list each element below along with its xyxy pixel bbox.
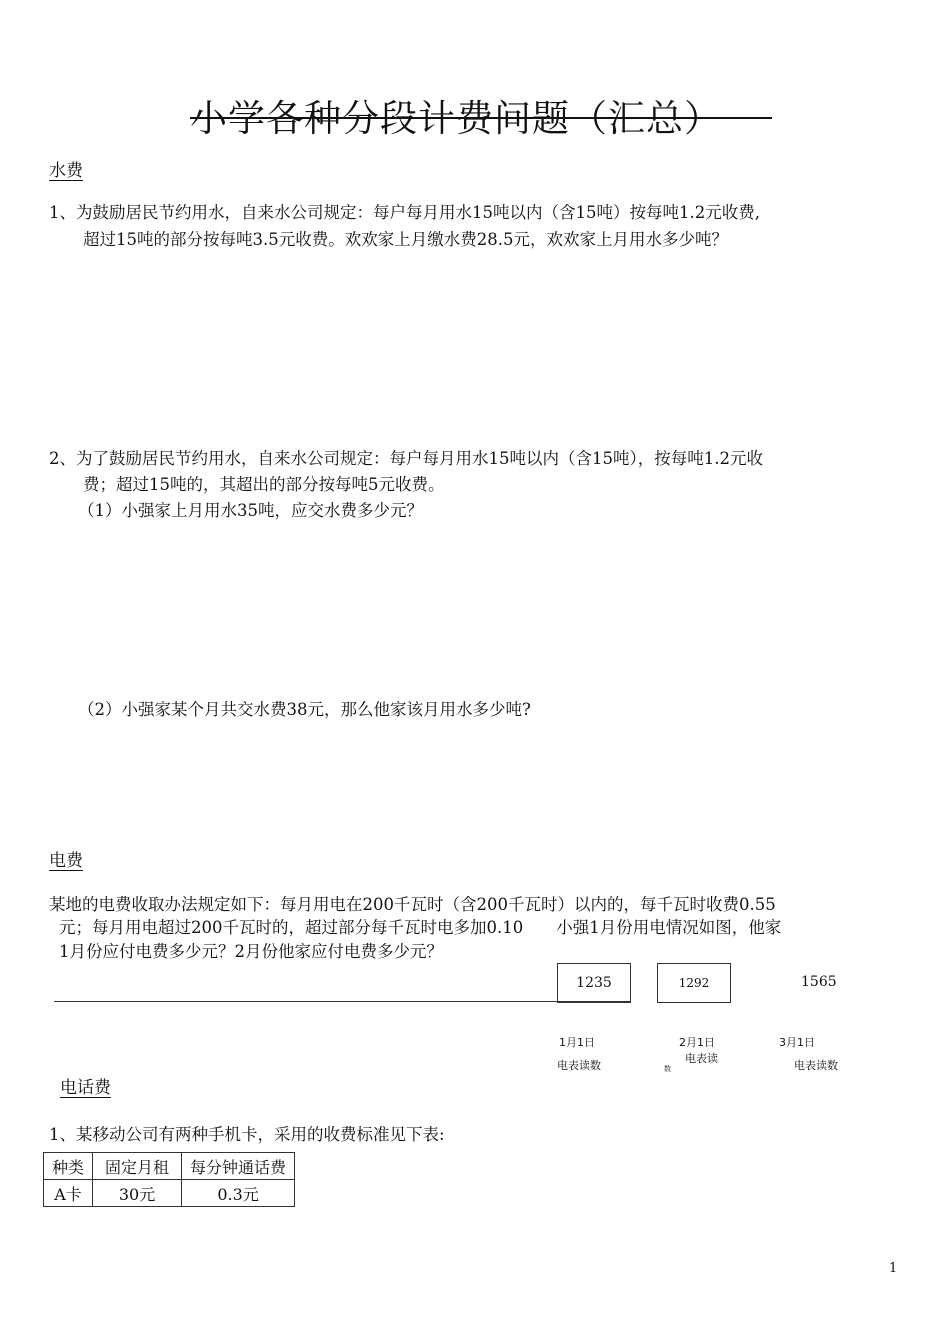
electric-line1: 某地的电费收取办法规定如下：每月用电在200千瓦时（含200千瓦时）以内的，每千瓦时收费0.55: [49, 895, 776, 914]
meter-label-3: 电表读数: [794, 1059, 838, 1072]
meter-reading-1: 1235: [576, 975, 612, 991]
meter-label-2: 电表读: [685, 1052, 718, 1065]
water-q1-line1: 1、为鼓励居民节约用水，自来水公司规定：每户每月用水15吨以内（含15吨）按每吨1.2元收费,: [49, 203, 760, 222]
meter-box-1: [557, 963, 631, 1003]
page-title: 小学各种分段计费问题（汇总）: [190, 97, 722, 140]
section-water: 水费: [49, 161, 83, 181]
section-phone: 电话费: [60, 1078, 111, 1098]
meter-date-1: 1月1日: [559, 1036, 595, 1049]
meter-reading-3: 1565: [801, 974, 837, 990]
water-q2-line2: 费；超过15吨的，其超出的部分按每吨5元收费。: [83, 475, 445, 494]
meter-date-2: 2月1日: [679, 1036, 715, 1049]
table-cell: 30元: [93, 1180, 182, 1207]
table-cell: 0.3元: [182, 1180, 295, 1207]
page-number: 1: [889, 1261, 898, 1276]
water-q1-line2: 超过15吨的部分按每吨3.5元收费。欢欢家上月缴水费28.5元，欢欢家上月用水多少吨？: [83, 230, 728, 249]
electric-line2: 元；每月用电超过200千瓦时的，超过部分每千瓦时电多加0.10 小强1月份用电情况如图，他家: [59, 918, 782, 937]
phone-fee-table: [43, 1152, 295, 1207]
table-header-cell: 种类: [44, 1153, 93, 1180]
phone-q1: 1、某移动公司有两种手机卡，采用的收费标准见下表:: [49, 1125, 445, 1144]
table-header-cell: 每分钟通话费: [182, 1153, 295, 1180]
table-header-row: [44, 1153, 295, 1180]
meter-date-3: 3月1日: [779, 1036, 815, 1049]
meter-box-2: [657, 963, 731, 1003]
table-header-cell: 固定月租: [93, 1153, 182, 1180]
section-electric: 电费: [49, 851, 83, 871]
meter-label-2-tail: 数: [664, 1065, 671, 1073]
title-strikethrough: [190, 117, 772, 119]
table-row: [44, 1180, 295, 1207]
water-q2-sub1: （1）小强家上月用水35吨，应交水费多少元？: [78, 501, 423, 520]
water-q2-sub2: （2）小强家某个月共交水费38元，那么他家该月用水多少吨?: [78, 700, 531, 719]
water-q2-line1: 2、为了鼓励居民节约用水，自来水公司规定：每户每月用水15吨以内（含15吨），按每吨1.2元收: [49, 449, 763, 468]
meter-label-1: 电表读数: [557, 1059, 601, 1072]
table-cell: A卡: [44, 1180, 93, 1207]
meter-reading-2: 1292: [678, 976, 710, 990]
electric-line3: 1月份应付电费多少元？2月份他家应付电费多少元？: [59, 942, 443, 961]
meter-baseline: [54, 1001, 630, 1002]
